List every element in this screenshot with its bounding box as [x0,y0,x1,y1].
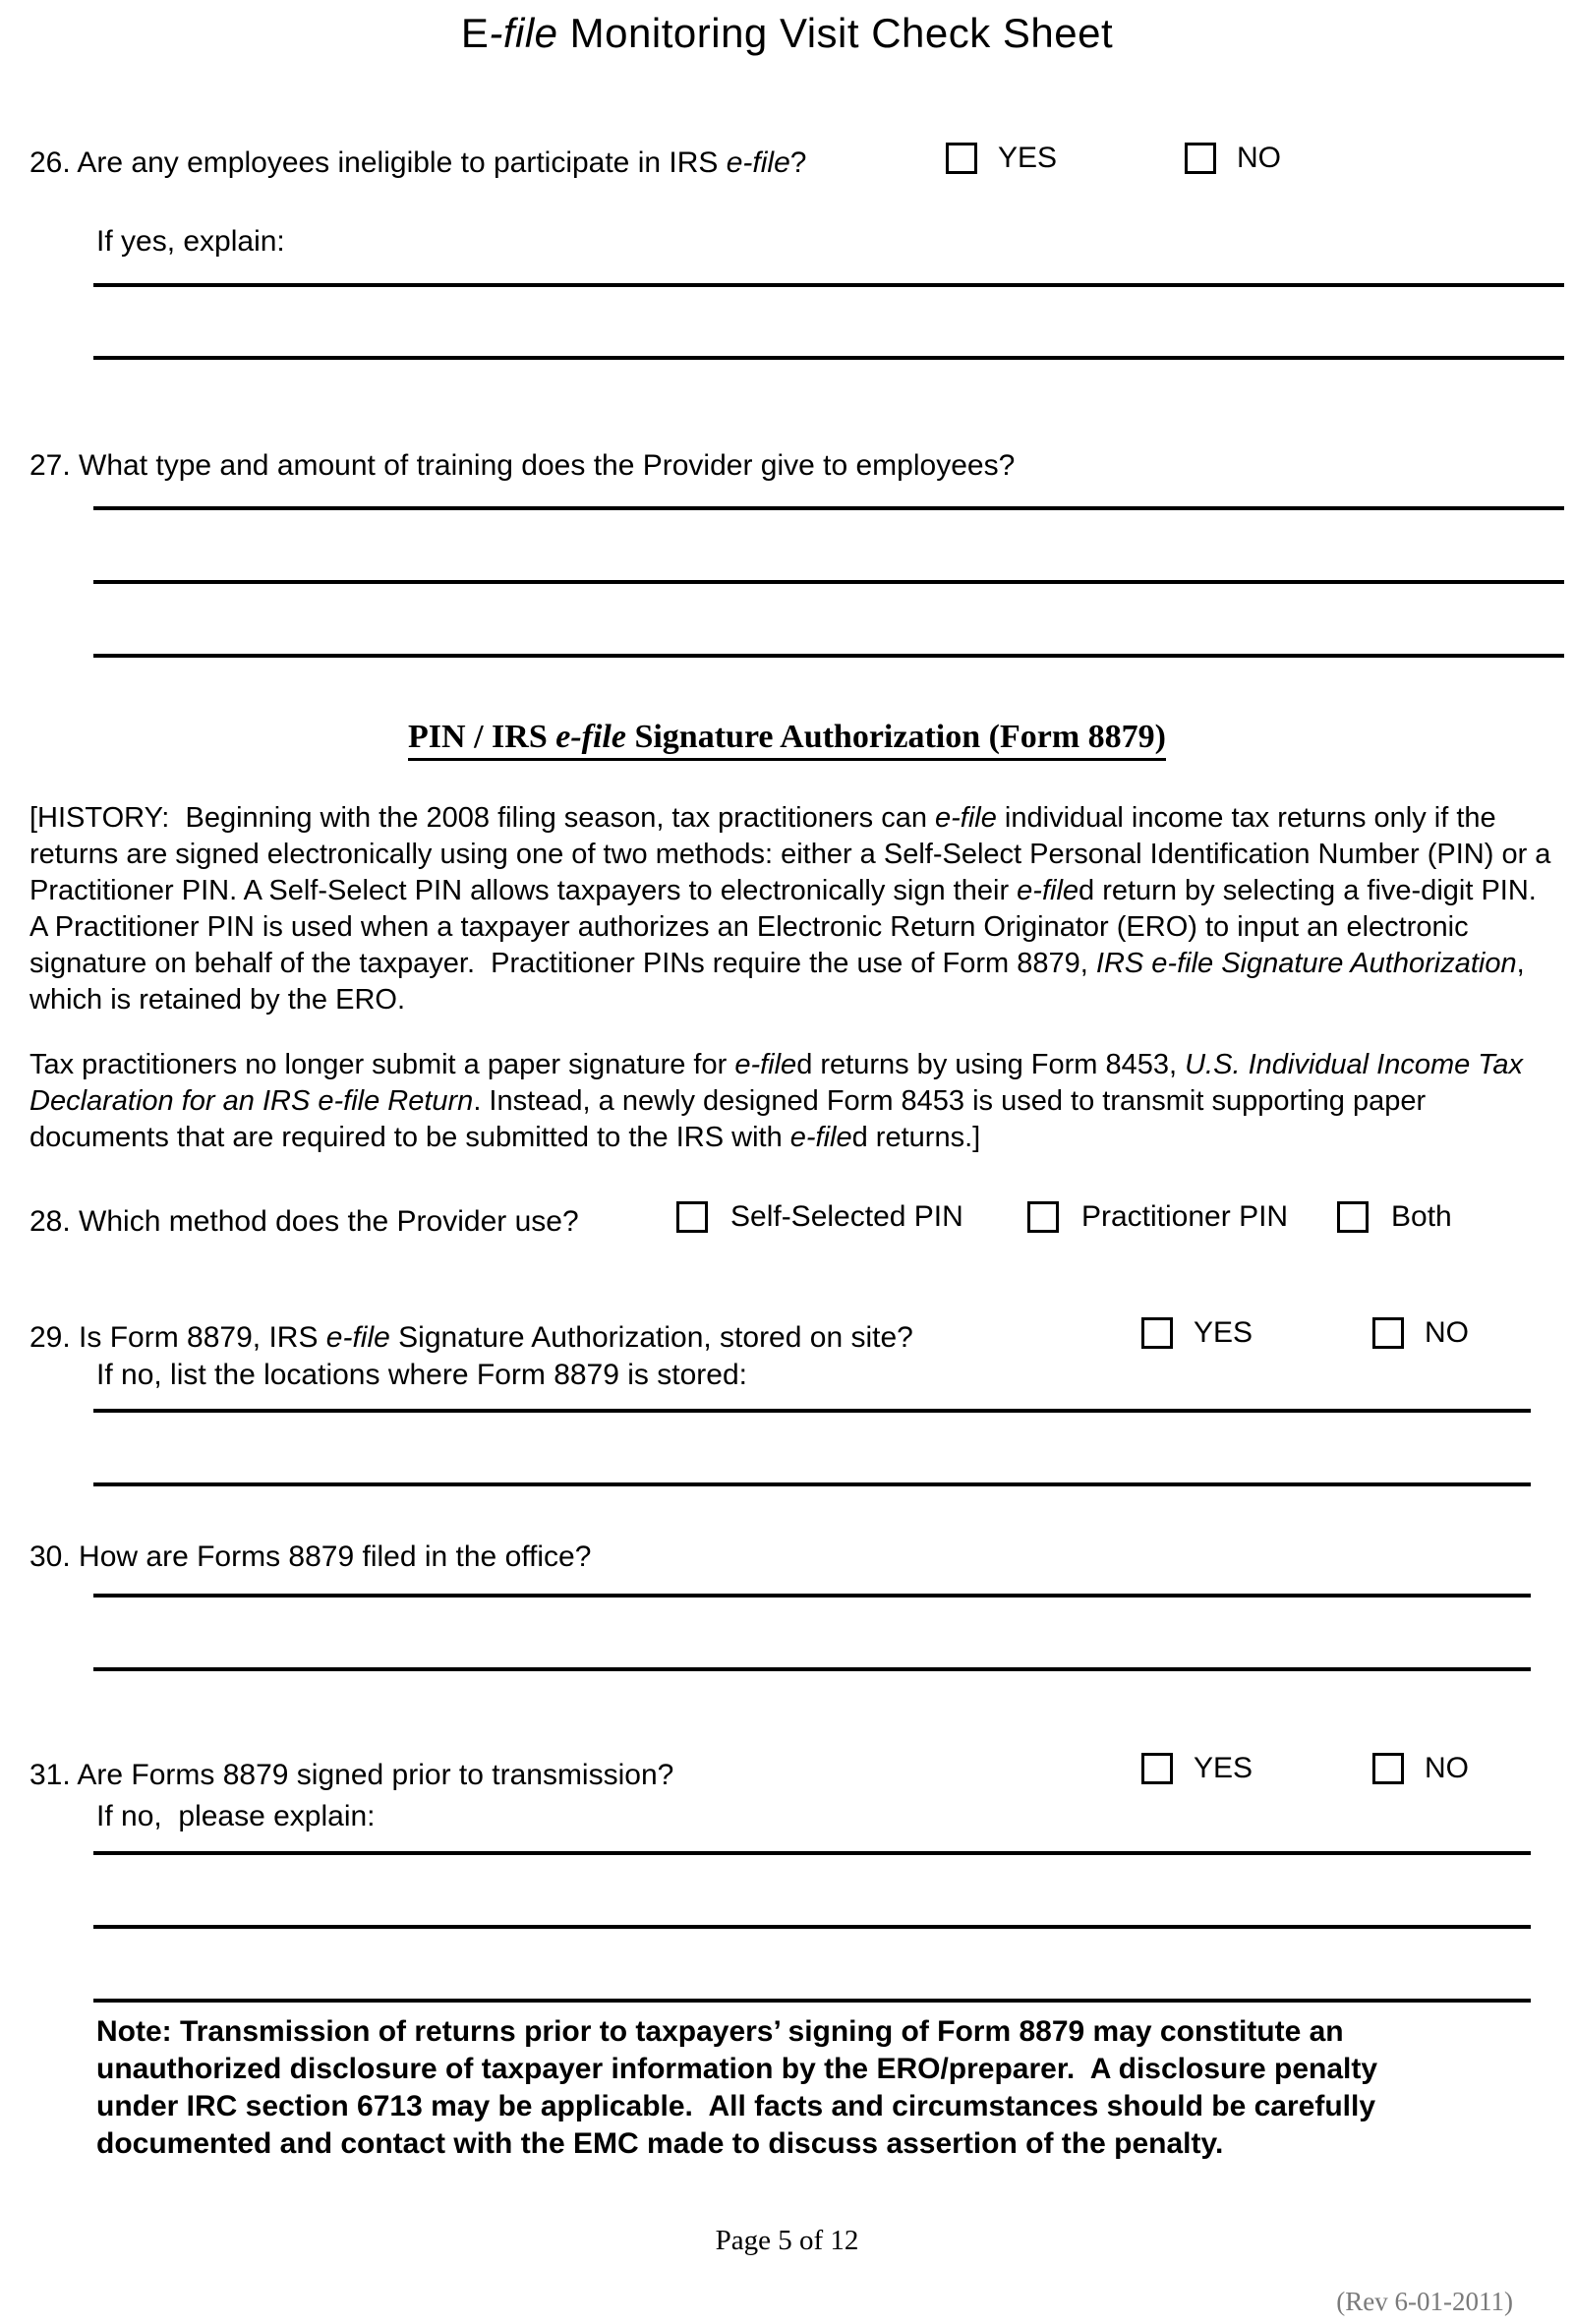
history-paragraph-1: [HISTORY: Beginning with the 2008 filing season, tax practitioners can e-file individual income tax returns only if the returns are signed electronically using one of two methods: either a Self-Select Personal Identification Number (PIN) or a Practitioner PIN. A Self-Select PIN allows taxpayers to electronically sign their e-filed return by selecting a five-digit PIN. A Practitioner PIN is used when a taxpayer authorizes an Electronic Return Originator (ERO) to input an electronic signature on behalf of the taxpayer. Practitioner PINs require the use of Form 8879, IRS e-file Signature Authorization, which is retained by the ERO. [29,802,1559,1016]
q28-self-selected-pin-checkbox[interactable] [676,1201,708,1233]
q26-no-label: NO [1237,142,1281,174]
history-paragraph-2: Tax practitioners no longer submit a paper signature for e-filed returns by using Form 8453, U.S. Individual Income Tax Declaration for an IRS e-file Return. Instead, a newly designed Form 8453 is used to transmit supporting paper documents that are required to be submitted to the IRS with e-filed returns.] [29,1049,1532,1153]
q26-yes-label: YES [998,142,1058,174]
q29-yes-label: YES [1194,1316,1253,1349]
q26-no-option [1185,141,1281,176]
question-31-text: 31. Are Forms 8879 signed prior to transmission? [29,1759,674,1791]
q31-yes-checkbox[interactable] [1141,1753,1173,1784]
question-27-text: 27. What type and amount of training does the Provider give to employees? [29,449,1016,482]
q31-yes-label: YES [1194,1752,1253,1784]
q26-answer-line-1[interactable] [93,283,1564,287]
q26-yes-option [946,141,1057,176]
q27-answer-line-3[interactable] [93,654,1564,658]
page-number: Page 5 of 12 [715,2225,859,2256]
penalty-note-line-3: under IRC section 6713 may be applicable. All facts and circumstances should be carefully [96,2090,1376,2122]
penalty-note [96,2013,1377,2163]
q26-no-checkbox[interactable] [1185,143,1216,174]
q26-yes-checkbox[interactable] [946,143,977,174]
q29-no-label: NO [1425,1316,1469,1349]
question-30-text: 30. How are Forms 8879 filed in the office? [29,1540,592,1573]
q31-no-checkbox[interactable] [1372,1753,1404,1784]
penalty-note-line-4: documented and contact with the EMC made to discuss assertion of the penalty. [96,2127,1224,2160]
q29-if-no-label: If no, list the locations where Form 8879 is stored: [96,1359,747,1391]
q27-answer-line-1[interactable] [93,506,1564,510]
q29-no-checkbox[interactable] [1372,1317,1404,1349]
q30-answer-line-2[interactable] [93,1667,1531,1671]
q30-answer-line-1[interactable] [93,1594,1531,1598]
q31-answer-line-2[interactable] [93,1925,1531,1929]
question-29-text: 29. Is Form 8879, IRS e-file Signature Authorization, stored on site? [29,1321,913,1354]
q29-answer-line-2[interactable] [93,1482,1531,1486]
q29-yes-checkbox[interactable] [1141,1317,1173,1349]
revision-date: (Rev 6-01-2011) [1336,2287,1513,2316]
q31-answer-line-3[interactable] [93,1999,1531,2003]
q28-both-checkbox[interactable] [1337,1201,1369,1233]
section-heading: PIN / IRS e-file Signature Authorization (Form 8879) [0,719,1574,756]
q26-answer-line-2[interactable] [93,356,1564,360]
q28-both-label: Both [1391,1200,1452,1233]
q31-answer-line-1[interactable] [93,1851,1531,1855]
q27-answer-line-2[interactable] [93,580,1564,584]
penalty-note-line-1: Note: Transmission of returns prior to taxpayers’ signing of Form 8879 may constitute an [96,2015,1344,2048]
penalty-note-line-2: unauthorized disclosure of taxpayer information by the ERO/preparer. A disclosure penalty [96,2053,1378,2085]
q29-no-option [1372,1315,1469,1351]
question-26-text: 26. Are any employees ineligible to participate in IRS e-file? [29,146,807,179]
q28-both-option [1337,1199,1452,1235]
page-title: E-file Monitoring Visit Check Sheet [460,10,1114,56]
q31-if-no-label: If no, please explain: [96,1800,376,1832]
q31-yes-option [1141,1751,1253,1786]
q28-self-selected-pin-option [676,1199,963,1235]
q28-practitioner-pin-option [1027,1199,1288,1235]
q29-answer-line-1[interactable] [93,1409,1531,1413]
q28-practitioner-pin-label: Practitioner PIN [1081,1200,1289,1233]
q29-yes-option [1141,1315,1253,1351]
question-28-text: 28. Which method does the Provider use? [29,1205,579,1238]
q28-practitioner-pin-checkbox[interactable] [1027,1201,1059,1233]
q31-no-label: NO [1425,1752,1469,1784]
q31-no-option [1372,1751,1469,1786]
q26-if-yes-label: If yes, explain: [96,225,285,258]
q28-self-selected-pin-label: Self-Selected PIN [730,1200,963,1233]
